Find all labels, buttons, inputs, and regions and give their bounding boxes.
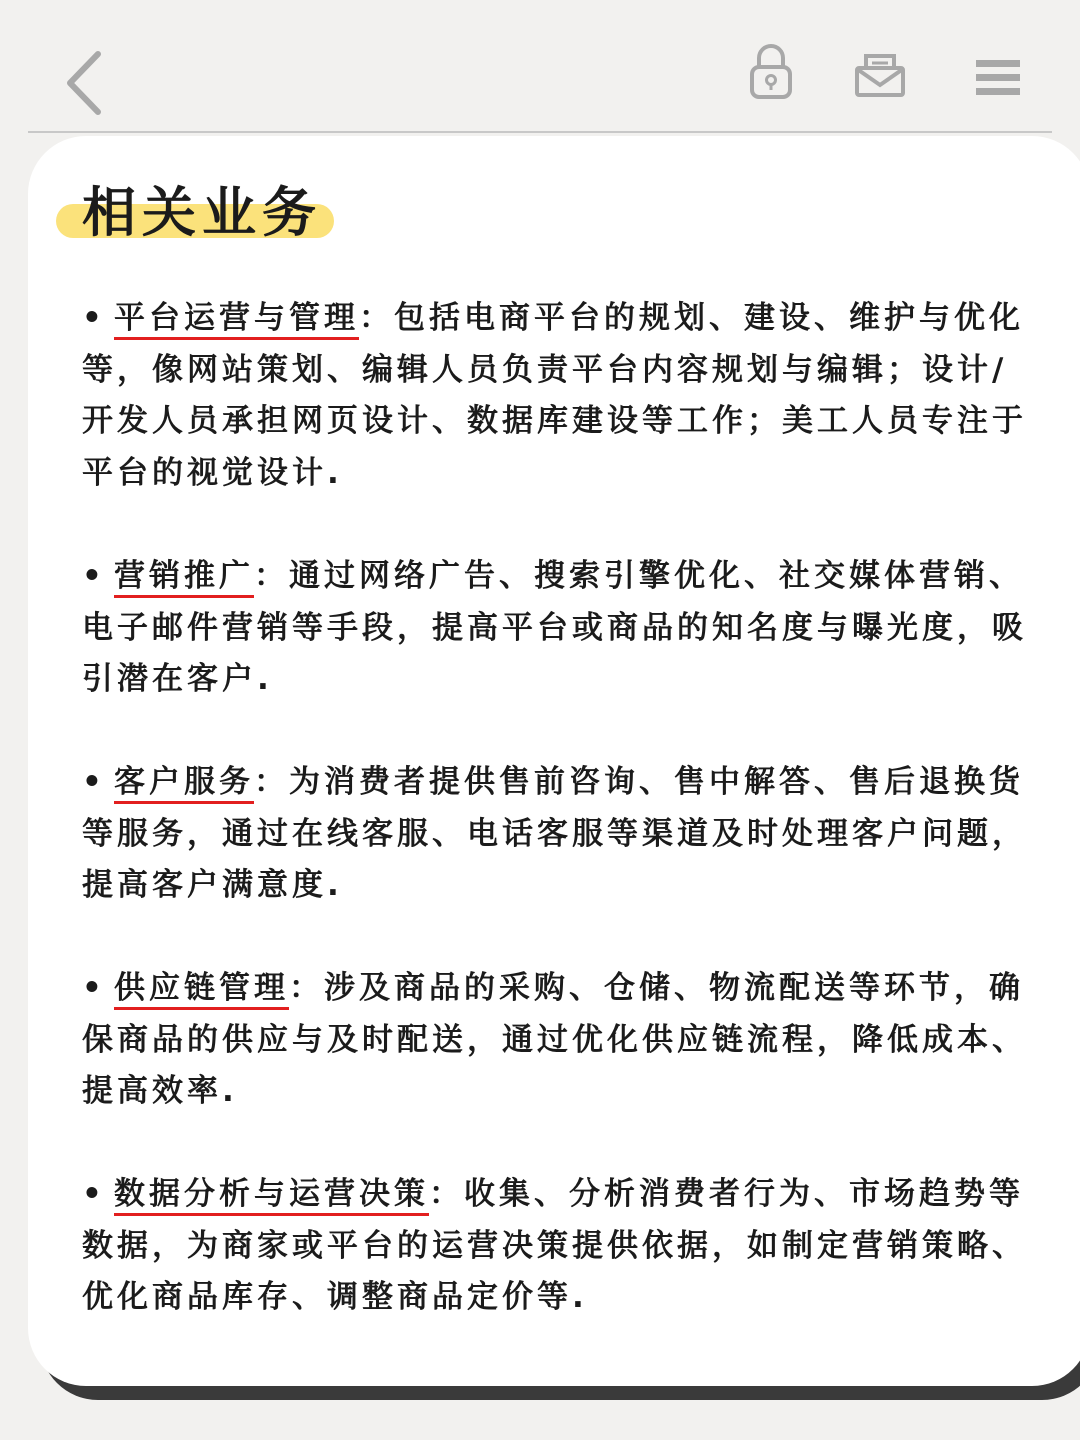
- bullet: •: [82, 970, 106, 1006]
- item-description: ：通过网络广告、搜索引擎优化、社交媒体营销、电子邮件营销等手段，提高平台或商品的知名度与曝光度，吸引潜在客户.: [82, 558, 1027, 697]
- top-toolbar: [0, 0, 1080, 132]
- mail-icon: [854, 52, 906, 98]
- item-description: ：包括电商平台的规划、建设、维护与优化等，像网站策划、编辑人员负责平台内容规划与编辑；设计/开发人员承担网页设计、数据库建设等工作；美工人员专注于平台的视觉设计.: [82, 300, 1027, 491]
- toolbar-divider: [28, 131, 1052, 133]
- item-label: 数据分析与运营决策: [114, 1176, 429, 1212]
- item-description: ：收集、分析消费者行为、市场趋势等数据，为商家或平台的运营决策提供依据，如制定营销策略、优化商品库存、调整商品定价等.: [82, 1176, 1027, 1315]
- item-label: 平台运营与管理: [114, 300, 359, 336]
- item-description: ：为消费者提供售前咨询、售中解答、售后退换货等服务，通过在线客服、电话客服等渠道及时处理客户问题，提高客户满意度.: [82, 764, 1027, 903]
- menu-button[interactable]: [974, 58, 1022, 98]
- item-label: 供应链管理: [114, 970, 289, 1006]
- list-item-data-analysis: [82, 1169, 1042, 1324]
- list-item-platform-operations: [82, 293, 1042, 499]
- list-item-customer-service: [82, 757, 1042, 912]
- item-description: ：涉及商品的采购、仓储、物流配送等环节，确保商品的供应与及时配送，通过优化供应链流程，降低成本、提高效率.: [82, 970, 1027, 1109]
- bullet: •: [82, 1176, 106, 1212]
- lock-icon: [748, 42, 794, 100]
- list-item-supply-chain: [82, 963, 1042, 1118]
- bullet: •: [82, 764, 106, 800]
- bullet: •: [82, 300, 106, 336]
- page-title: 相关业务: [82, 181, 322, 244]
- item-label: 客户服务: [114, 764, 254, 800]
- bullet: •: [82, 558, 106, 594]
- chevron-left-icon: [58, 48, 114, 118]
- list-item-marketing: [82, 551, 1042, 706]
- mail-button[interactable]: [854, 52, 906, 98]
- menu-icon: [974, 58, 1022, 98]
- item-label: 营销推广: [114, 558, 254, 594]
- back-button[interactable]: [58, 48, 114, 118]
- lock-button[interactable]: [748, 42, 794, 100]
